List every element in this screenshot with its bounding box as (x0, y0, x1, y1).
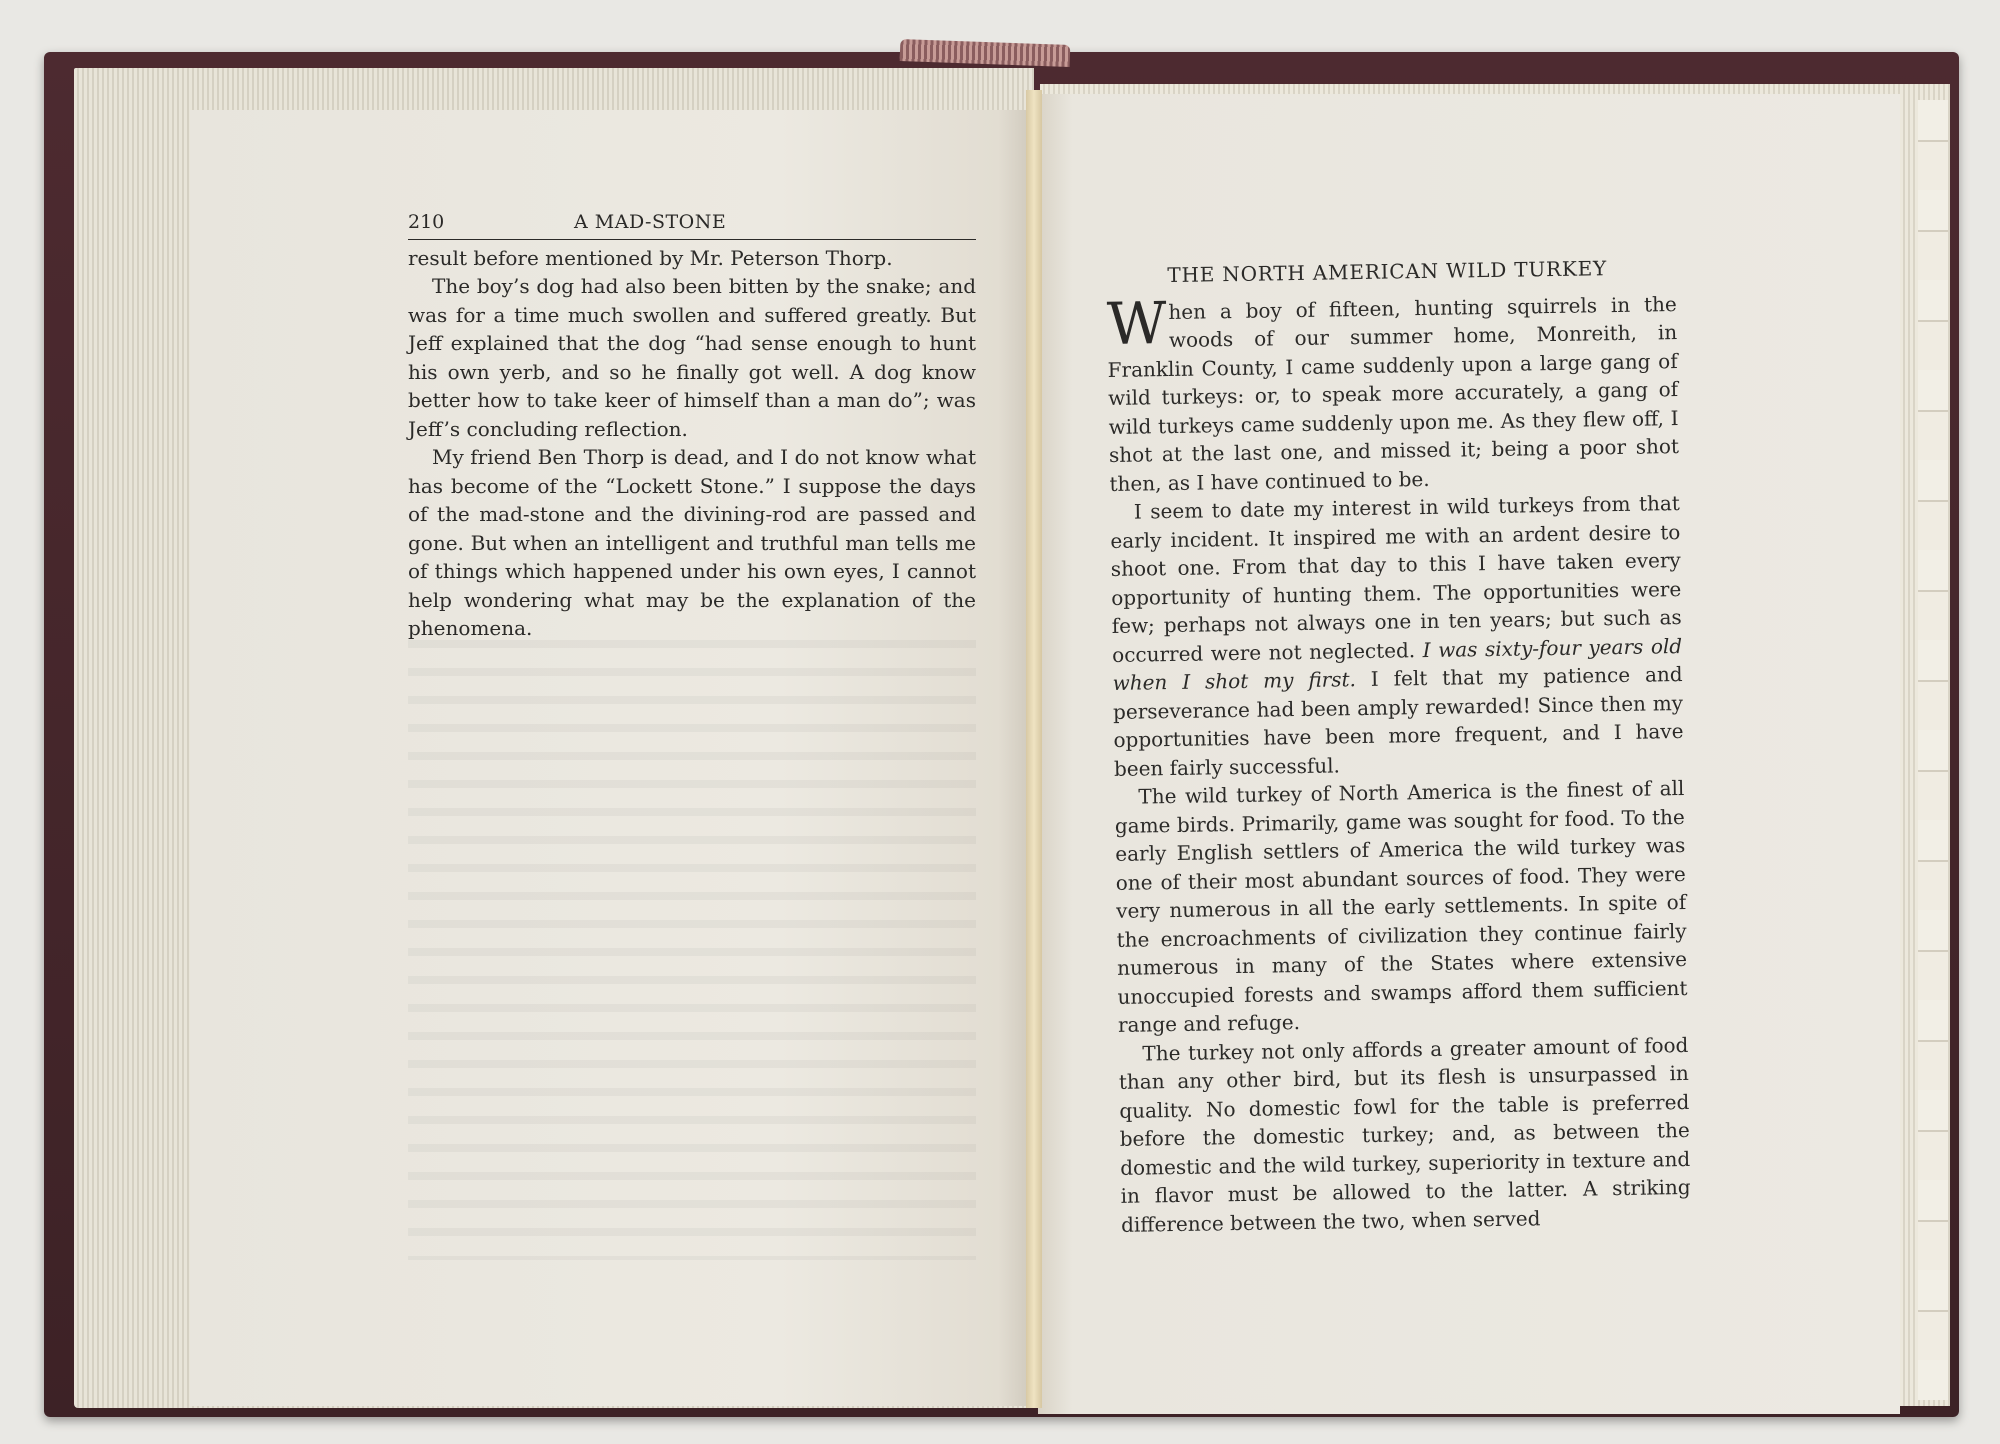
right-paragraph-2-start: I seem to date my interest in wild turkeys from that early incident. It inspired me with an ardent desire to shoot one. From that day to this I have taken every opportunity of hunting them. The opportunities were few; perhaps not always one in ten years; but such as occurred were not neglected. (1110, 491, 1682, 667)
right-paragraph-1-text: hen a boy of fifteen, hunting squirrels in the woods of our summer home, Monreith, in Franklin County, I came suddenly upon a large gang of wild turkeys: or, to speak more accurately, a gang of wild turkeys came suddenly upon me. As they flew off, I shot at the last one, and missed it; being a poor shot then, as I have continued to be. (1107, 291, 1680, 496)
show-through-text (408, 640, 976, 1260)
right-paragraph-2 (1110, 489, 1684, 783)
italic-sentence: I was sixty-four years old when I shot my first. (1112, 633, 1683, 695)
right-paragraph-4: The turkey not only affords a greater amount of food than any other bird, but its flesh is unsurpassed in quality. No domestic fowl for the table is preferred before the domestic turkey; and, as between the domestic and the wild turkey, superiority in texture and in flavor must be allowed to the latter. A striking difference between the two, when served (1118, 1032, 1691, 1237)
running-head-title: A MAD-STONE (574, 211, 727, 233)
left-paragraph-3: My friend Ben Thorp is dead, and I do not know what has become of the “Lockett Stone.” I suppose the days of the mad-stone and the divining-rod are passed and gone. But when an intelligent and truthful man tells me of things which happened under his own eyes, I cannot help wondering what may be the explanation of the phenomena. (408, 445, 976, 640)
running-head (408, 208, 976, 240)
left-paragraph-2: The boy’s dog had also been bitten by the snake; and was for a time much swollen and suffered greatly. But Jeff explained that the dog “had sense enough to hunt his own yerb, and so he finally got well. A dog know better how to take keer of himself than a man do”; was Jeff’s concluding reflection. (408, 274, 976, 441)
left-paragraph-1: result before mentioned by Mr. Peterson Thorp. (408, 245, 893, 270)
page-number: 210 (408, 211, 445, 233)
book-gutter (1026, 90, 1042, 1408)
right-deckle-edge (1918, 100, 1948, 1400)
right-paragraph-3: The wild turkey of North America is the finest of all game birds. Primarily, game was sought for food. To the early English settlers of America the wild turkey was one of their most abundant sources of food. They were very numerous in all the early settlements. In spite of the encroachments of civilization they continue fairly numerous in many of the States where extensive unoccupied forests and swamps afford them sufficient range and refuge. (1114, 775, 1688, 1037)
right-page-text (1106, 253, 1691, 1239)
chapter-title: THE NORTH AMERICAN WILD TURKEY (1167, 256, 1608, 288)
drop-cap: W (1106, 288, 1168, 358)
right-paragraph-1 (1107, 290, 1680, 498)
left-page-text (408, 208, 976, 643)
right-paragraph-2-end: I felt that my patience and perseverance had been amply rewarded! Since then my opportunities have been more frequent, and I have been fairly successful. (1112, 661, 1684, 781)
